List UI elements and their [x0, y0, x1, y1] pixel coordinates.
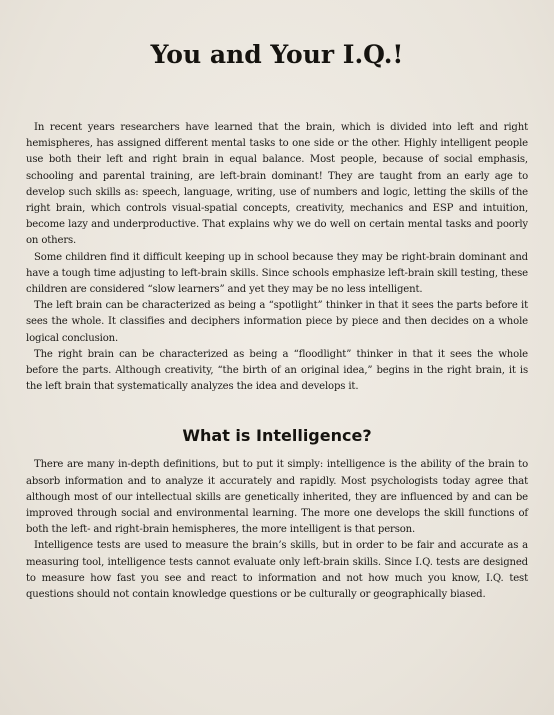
paragraph: Intelligence tests are used to measure the brain’s skills, but in order to be fair and accurate as a measuring tool, intelligence tests cannot evaluate only left-brain skills. Since I.Q. tests are designed to measure how fast you see and react to information and not how much you know, I.Q. test questions should not contain knowledge questions or be culturally or geographically biased.	[26, 540, 528, 601]
article-title: You and Your I.Q.!	[150, 40, 404, 69]
intelligence-section	[26, 425, 528, 603]
paragraph: The left brain can be characterized as being a “spotlight” thinker in that it sees the parts before it sees the whole. It classifies and deciphers information piece by piece and then decides on a whole logical conclusion.	[26, 300, 528, 344]
paragraph: In recent years researchers have learned that the brain, which is divided into left and right hemispheres, has assigned different mental tasks to one side or the other. Highly intelligent people use both their left and right brain in equal balance. Most people, because of social emphasis, schooling and parental training, are left-brain dominant! They are taught from an early age to develop such skills as: speech, language, writing, use of numbers and logic, letting the skills of the right brain, which controls visual-spatial concepts, creativity, mechanics and ESP and intuition, become lazy and underproductive. That explains why we do well on certain mental tasks and poorly on others.	[26, 122, 528, 247]
paragraph: The right brain can be characterized as being a “floodlight” thinker in that it sees the whole before the parts. Although creativity, “the birth of an original idea,” begins in the right brain, it is the left brain that systematically analyzes the idea and develops it.	[26, 348, 528, 393]
article-body	[26, 120, 528, 395]
section-heading: What is Intelligence?	[182, 426, 372, 446]
paragraph: Some children find it difficult keeping up in school because they may be right-brain dominant and have a tough time adjusting to left-brain skills. Since schools emphasize left-brain skill testing, these children are considered “slow learners” and yet they may be no less intelligent.	[26, 251, 528, 296]
paragraph: There are many in-depth definitions, but to put it simply: intelligence is the ability of the brain to absorb information and to analyze it accurately and rapidly. Most psychologists today agree that although most of our intellectual skills are genetically inherited, they are influenced by and can be improved through social and environmental learning. The more one develops the skill functions of both the left- and right-brain hemispheres, the more intelligent is that person.	[26, 459, 528, 536]
